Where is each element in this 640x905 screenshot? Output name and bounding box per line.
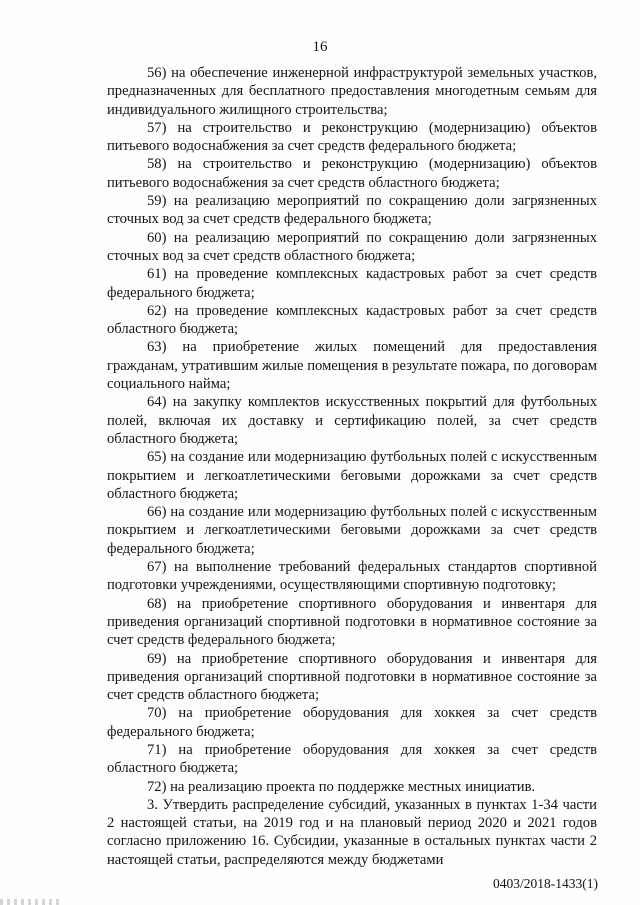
paragraph-64: 64) на закупку комплектов искусственных покрытий для футбольных полей, включая их доставку и сертификацию полей, за счет средств областного бюджета;: [107, 394, 597, 447]
paragraph-67: 67) на выполнение требований федеральных стандартов спортивной подготовки учреждениями, осуществляющими спортивную подготовку;: [107, 559, 597, 594]
scan-edge-mark: [0, 899, 60, 905]
document-code: 0403/2018-1433(1): [493, 876, 598, 891]
page-number: 16: [312, 39, 328, 55]
paragraph-59: 59) на реализацию мероприятий по сокращению доли загрязненных сточных вод за счет средств федерального бюджета;: [107, 193, 597, 228]
paragraph-69: 69) на приобретение спортивного оборудования и инвентаря для приведения организаций спортивной подготовки в нормативное состояние за счет средств областного бюджета;: [107, 650, 597, 704]
paragraph-57: 57) на строительство и реконструкцию (модернизацию) объектов питьевого водоснабжения за счет средств федерального бюджета;: [107, 119, 597, 155]
paragraph-72: 72) на реализацию проекта по поддержке местных инициатив.: [147, 778, 536, 795]
paragraph-68: 68) на приобретение спортивного оборудования и инвентаря для приведения организаций спортивной подготовки в нормативное состояние за счет средств федерального бюджета;: [107, 595, 597, 649]
paragraph-62: 62) на проведение комплексных кадастровых работ за счет средств областного бюджета;: [107, 302, 597, 338]
paragraph-65: 65) на создание или модернизацию футбольных полей с искусственным покрытием и легкоатлетическими беговыми дорожками за счет средств областного бюджета;: [107, 449, 597, 502]
paragraph-56: 56) на обеспечение инженерной инфраструктурой земельных участков, предназначенных для бесплатного предоставления многодетным семьям для индивидуального жилищного строительства;: [107, 65, 597, 118]
paragraph-60: 60) на реализацию мероприятий по сокращению доли загрязненных сточных вод за счет средств областного бюджета;: [107, 229, 597, 264]
paragraph-63: 63) на приобретение жилых помещений для предоставления гражданам, утратившим жилые помещения в результате пожара, по договорам социального найма;: [107, 339, 597, 393]
document-body: [107, 64, 597, 869]
paragraph-66: 66) на создание или модернизацию футбольных полей с искусственным покрытием и легкоатлетическими беговыми дорожками за счет средств федерального бюджета;: [107, 504, 597, 557]
paragraph-58: 58) на строительство и реконструкцию (модернизацию) объектов питьевого водоснабжения за счет средств областного бюджета;: [107, 156, 597, 191]
paragraph-section-3: 3. Утвердить распределение субсидий, указанных в пунктах 1-34 части 2 настоящей статьи, на 2019 год и на плановый период 2020 и 2021 годов согласно приложению 16. Субсидии, указанные в остальных пунктах части 2 настоящей статьи, распределяются между бюджетами: [107, 796, 597, 868]
paragraph-61: 61) на проведение комплексных кадастровых работ за счет средств федерального бюджета;: [107, 266, 597, 301]
paragraph-71: 71) на приобретение оборудования для хоккея за счет средств областного бюджета;: [107, 741, 597, 777]
paragraph-70: 70) на приобретение оборудования для хоккея за счет средств федерального бюджета;: [107, 705, 597, 740]
